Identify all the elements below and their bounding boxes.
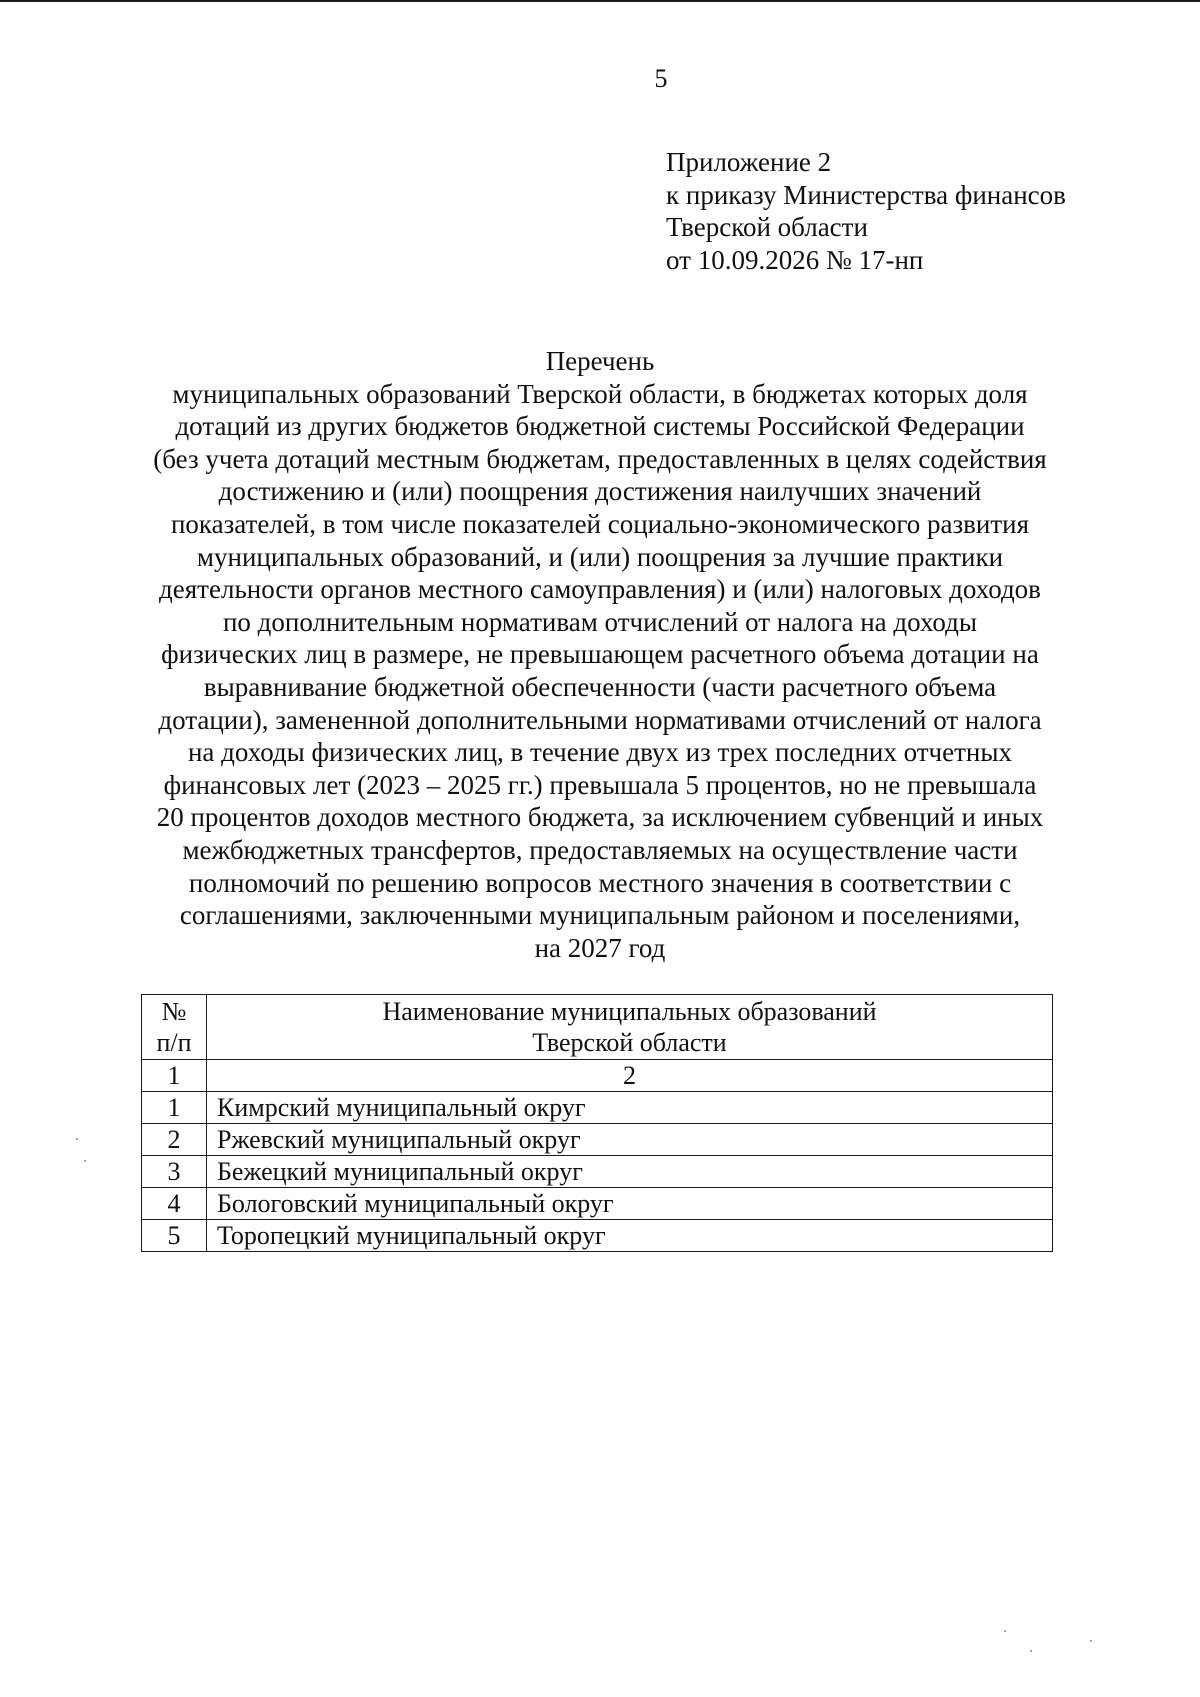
- table-row: [142, 1092, 1053, 1124]
- title-line: полномочий по решению вопросов местного значения в соответствии с: [188, 867, 1012, 898]
- scan-speck: [1030, 1650, 1032, 1652]
- table-index-row: [142, 1060, 1053, 1092]
- row-name-cell: Торопецкий муниципальный округ: [207, 1220, 1053, 1252]
- title-line: достижению и (или) поощрения достижения наилучших значений: [218, 476, 982, 507]
- row-num-cell: 1: [142, 1092, 207, 1124]
- title-line: межбюджетных трансфертов, предоставляемых на осуществление части: [182, 834, 1018, 865]
- table-row: [142, 1124, 1053, 1156]
- title-line: 20 процентов доходов местного бюджета, за исключением субвенций и иных: [156, 802, 1044, 833]
- index-name-cell: 2: [207, 1060, 1053, 1092]
- title-line: деятельности органов местного самоуправления) и (или) налоговых доходов: [159, 574, 1041, 605]
- appendix-line: Тверской области: [666, 212, 868, 242]
- scan-speck: [1090, 1640, 1092, 1642]
- header-num-line: п/п: [156, 1028, 192, 1057]
- appendix-line: от 10.09.2026 № 17-нп: [666, 244, 924, 275]
- row-name-cell: Бологовский муниципальный округ: [207, 1188, 1053, 1220]
- table-header-row: [142, 995, 1053, 1060]
- title-line: муниципальных образований Тверской области, в бюджетах которых доля: [172, 378, 1028, 409]
- title-line: выравнивание бюджетной обеспеченности (части расчетного объема: [203, 671, 997, 702]
- row-num-cell: 4: [142, 1188, 207, 1220]
- scan-speck: [84, 1160, 86, 1162]
- title-body: [130, 378, 1070, 965]
- row-num-cell: 2: [142, 1124, 207, 1156]
- page-number: 5: [654, 64, 668, 93]
- row-name-cell: Кимрский муниципальный округ: [207, 1092, 1053, 1124]
- appendix-line: к приказу Министерства финансов: [666, 179, 1066, 210]
- header-name-line: Тверской области: [532, 1028, 727, 1057]
- title-line: на 2027 год: [534, 932, 666, 963]
- header-name-line: Наименование муниципальных образований: [382, 997, 877, 1026]
- scan-speck: [76, 1138, 78, 1140]
- table-row: [142, 1156, 1053, 1188]
- municipalities-table: [141, 994, 1053, 1252]
- title-line: на доходы физических лиц, в течение двух из трех последних отчетных: [187, 737, 1012, 768]
- row-name-cell: Ржевский муниципальный округ: [207, 1124, 1053, 1156]
- title-line: муниципальных образований, и (или) поощрения за лучшие практики: [196, 541, 1004, 572]
- title-line: финансовых лет (2023 – 2025 гг.) превышала 5 процентов, но не превышала: [163, 769, 1037, 800]
- title-line: дотаций из других бюджетов бюджетной системы Российской Федерации: [175, 411, 1025, 442]
- scan-speck: [1004, 1630, 1006, 1632]
- appendix-line: Приложение 2: [666, 147, 832, 177]
- document-title: [130, 345, 1070, 964]
- table-row: [142, 1220, 1053, 1252]
- row-name-cell: Бежецкий муниципальный округ: [207, 1156, 1053, 1188]
- table-row: [142, 1188, 1053, 1220]
- title-line: соглашениями, заключенными муниципальным районом и поселениями,: [179, 900, 1021, 931]
- scan-top-edge: [0, 0, 1200, 2]
- title-line: показателей, в том числе показателей социально-экономического развития: [170, 508, 1030, 539]
- row-num-cell: 5: [142, 1220, 207, 1252]
- title-line: дотации), замененной дополнительными нормативами отчислений от налога: [158, 704, 1042, 735]
- title-line: по дополнительным нормативам отчислений от налога на доходы: [222, 606, 978, 637]
- header-name-cell: [207, 995, 1053, 1060]
- appendix-block: [666, 146, 1066, 276]
- header-num-line: №: [161, 997, 187, 1026]
- title-heading: Перечень: [545, 346, 655, 376]
- header-num-cell: [142, 995, 207, 1060]
- index-num-cell: 1: [142, 1060, 207, 1092]
- title-line: (без учета дотаций местным бюджетам, предоставленных в целях содействия: [153, 443, 1047, 474]
- row-num-cell: 3: [142, 1156, 207, 1188]
- title-line: физических лиц в размере, не превышающем расчетного объема дотации на: [161, 639, 1039, 670]
